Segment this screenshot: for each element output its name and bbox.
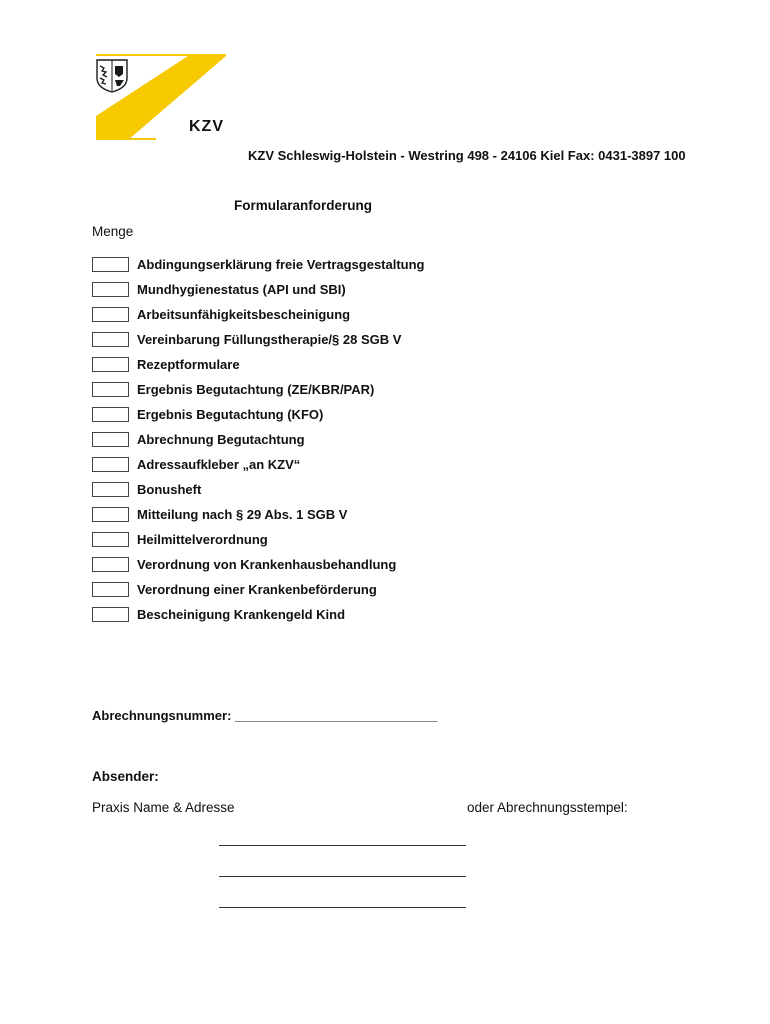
form-item xyxy=(92,302,425,327)
quantity-input[interactable] xyxy=(92,432,129,447)
form-item-label: Rezeptformulare xyxy=(137,357,240,372)
logo-text: KZV xyxy=(189,118,224,135)
form-item-label: Bonusheft xyxy=(137,482,202,497)
quantity-input[interactable] xyxy=(92,482,129,497)
quantity-input[interactable] xyxy=(92,532,129,547)
quantity-input[interactable] xyxy=(92,607,129,622)
billing-number-label: Abrechnungsnummer: xyxy=(92,708,236,723)
form-item xyxy=(92,527,425,552)
form-item-label: Verordnung von Krankenhausbehandlung xyxy=(137,557,397,572)
form-item-label: Abrechnung Begutachtung xyxy=(137,432,305,447)
quantity-input[interactable] xyxy=(92,257,129,272)
form-item-label: Bescheinigung Krankengeld Kind xyxy=(137,607,346,622)
form-item xyxy=(92,427,425,452)
form-item-label: Vereinbarung Füllungstherapie/§ 28 SGB V xyxy=(137,332,402,347)
form-item xyxy=(92,602,425,627)
form-item-label: Abdingungserklärung freie Vertragsgestaltung xyxy=(137,257,425,272)
form-title: Formularanforderung xyxy=(234,198,373,213)
praxis-name-label: Praxis Name & Adresse xyxy=(92,800,235,815)
address-line-3[interactable] xyxy=(219,907,466,908)
form-item xyxy=(92,502,425,527)
billing-number-field[interactable] xyxy=(92,708,437,723)
billing-number-blank: ____________________________ xyxy=(235,708,438,723)
quantity-input[interactable] xyxy=(92,457,129,472)
address-line-1[interactable] xyxy=(219,845,466,846)
stamp-label: oder Abrechnungsstempel: xyxy=(467,800,628,815)
quantity-input[interactable] xyxy=(92,282,129,297)
sender-heading: Absender: xyxy=(92,769,159,784)
form-item-label: Verordnung einer Krankenbeförderung xyxy=(137,582,377,597)
quantity-input[interactable] xyxy=(92,357,129,372)
kzv-logo-icon xyxy=(96,54,226,140)
form-item-label: Mitteilung nach § 29 Abs. 1 SGB V xyxy=(137,507,348,522)
quantity-input[interactable] xyxy=(92,582,129,597)
quantity-column-label: Menge xyxy=(92,224,134,239)
form-item xyxy=(92,377,425,402)
form-item xyxy=(92,552,425,577)
form-item xyxy=(92,277,425,302)
quantity-input[interactable] xyxy=(92,307,129,322)
form-item-label: Heilmittelverordnung xyxy=(137,532,268,547)
quantity-input[interactable] xyxy=(92,382,129,397)
form-item-label: Ergebnis Begutachtung (ZE/KBR/PAR) xyxy=(137,382,375,397)
form-item xyxy=(92,252,425,277)
quantity-input[interactable] xyxy=(92,332,129,347)
form-item-label: Mundhygienestatus (API und SBI) xyxy=(137,282,346,297)
header-address-line: KZV Schleswig-Holstein - Westring 498 - 24106 Kiel Fax: 0431-3897 100 xyxy=(248,148,686,163)
quantity-input[interactable] xyxy=(92,557,129,572)
quantity-input[interactable] xyxy=(92,507,129,522)
form-item xyxy=(92,327,425,352)
form-item-list xyxy=(92,252,425,627)
form-item-label: Arbeitsunfähigkeitsbescheinigung xyxy=(137,307,351,322)
coat-of-arms-icon xyxy=(97,60,127,92)
form-item xyxy=(92,352,425,377)
form-item xyxy=(92,577,425,602)
form-item xyxy=(92,452,425,477)
address-line-2[interactable] xyxy=(219,876,466,877)
form-item xyxy=(92,477,425,502)
form-item-label: Adressaufkleber „an KZV“ xyxy=(137,457,301,472)
quantity-input[interactable] xyxy=(92,407,129,422)
form-item xyxy=(92,402,425,427)
form-item-label: Ergebnis Begutachtung (KFO) xyxy=(137,407,324,422)
